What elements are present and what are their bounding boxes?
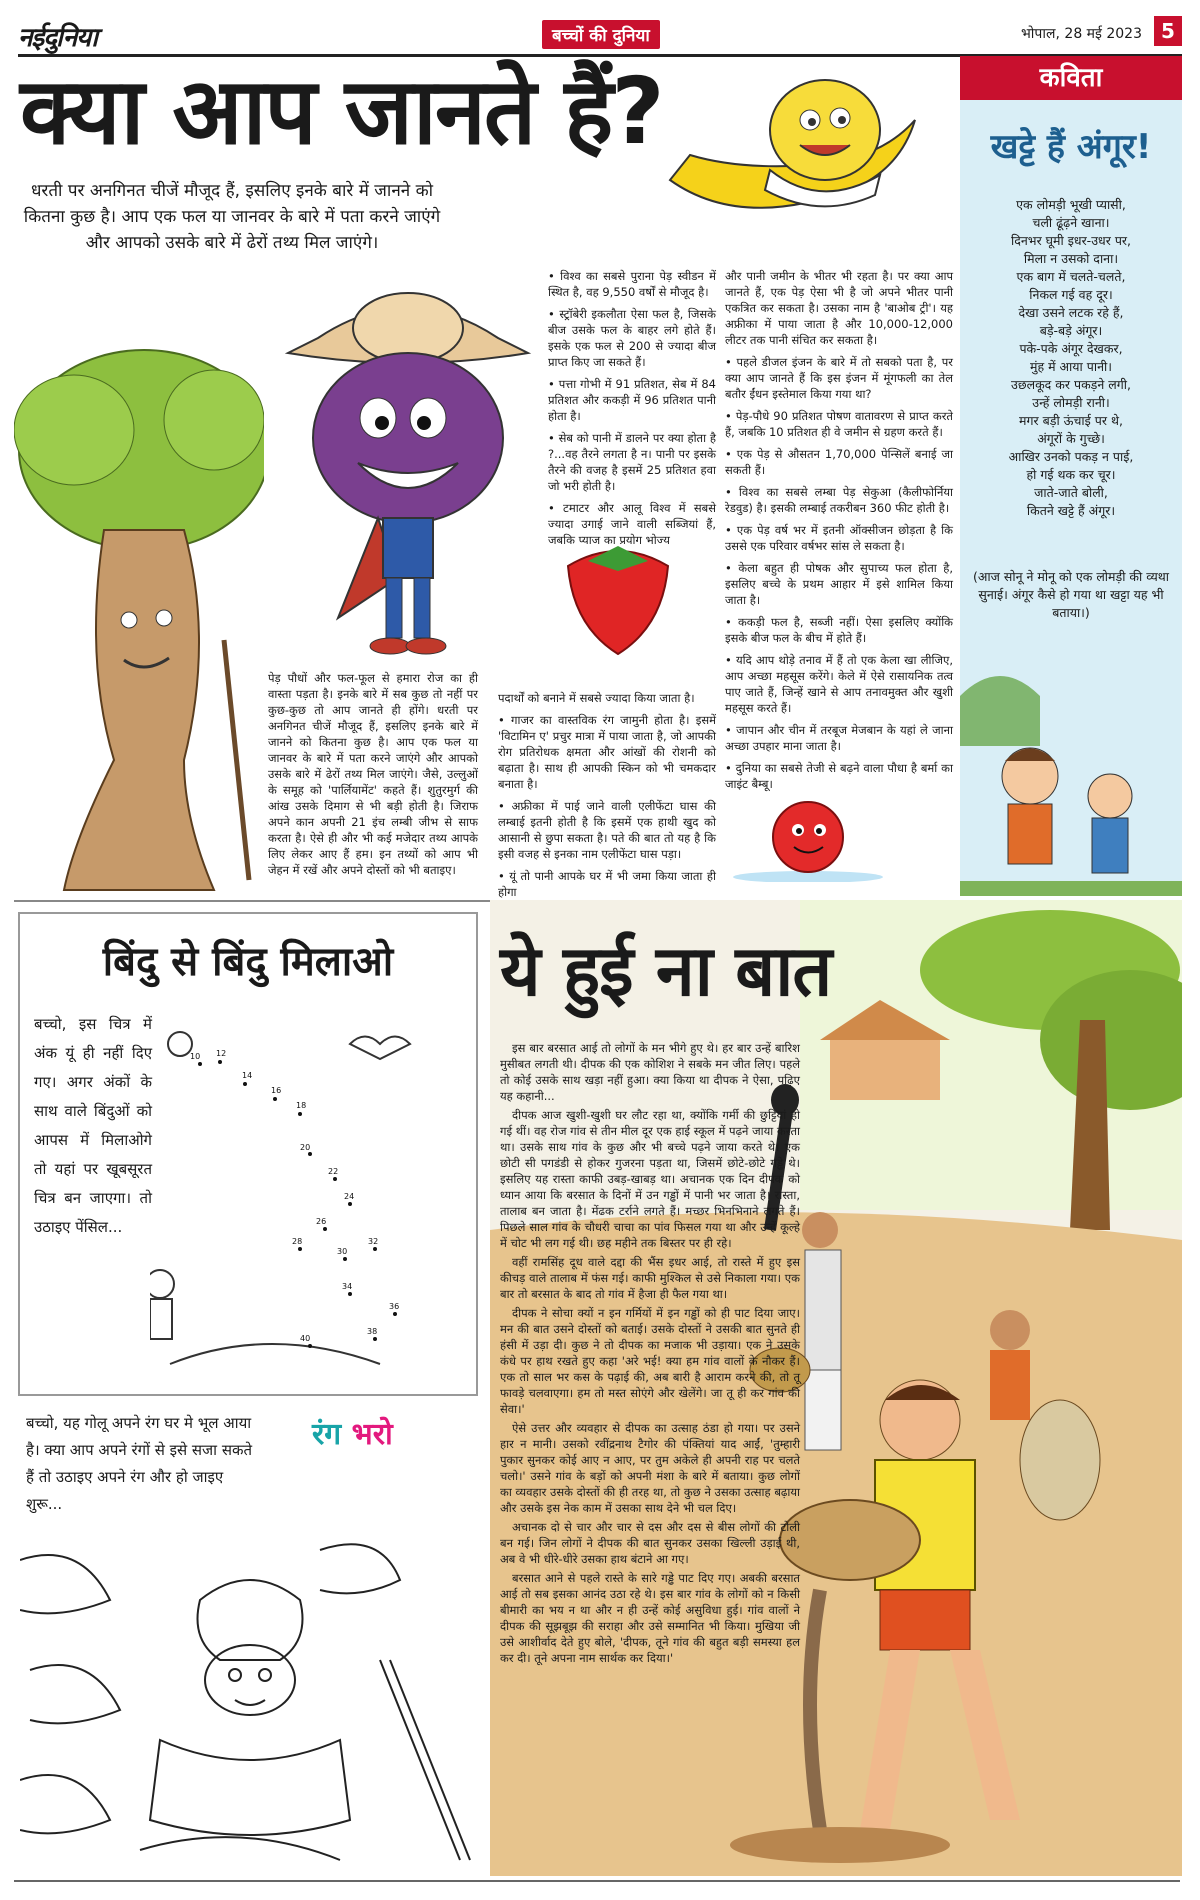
- dot-number: 24: [344, 1192, 355, 1201]
- poem-line: कितने खट्टे हैं अंगूर।: [1026, 503, 1116, 518]
- colouring-instructions: बच्चो, यह गोलू अपने रंग घर मे भूल आया है। क्या आप अपने रंगों से इसे सजा सकते हैं तो उठाइए अपने रंग और हो जाइए शुरू...: [26, 1414, 253, 1513]
- dot-number: 10: [190, 1052, 201, 1061]
- poem-box: [960, 56, 1182, 896]
- poem-line: दिनभर घूमी इधर-उधर पर,: [1010, 233, 1132, 248]
- tree-cartoon-image: [14, 340, 264, 900]
- dot-number: 28: [292, 1237, 303, 1246]
- dot-puzzle-image: [150, 1004, 470, 1388]
- poem-line: उन्हें लोमड़ी रानी।: [1032, 395, 1110, 410]
- fact-item: पदार्थों को बनाने में सबसे ज्यादा किया जाता है।: [498, 691, 695, 705]
- dot-number: 38: [367, 1327, 378, 1336]
- story-paragraph: इस बार बरसात आई तो लोगों के मन भीगे हुए थे। हर बार उन्हें बारिश मुसीबत लगती थी। दीपक की एक कोशिश ने सबके मन जीत लिए। पहले तो कोई उसके साथ खड़ा नहीं हुआ। क्या किया था दीपक ने ऐसा, पढ़िए यह कहानी...: [500, 1041, 800, 1103]
- fact-item: • दुनिया का सबसे तेजी से बढ़ने वाला पौधा है बर्मा का जाइंट बैम्बू।: [725, 761, 953, 791]
- page-number: 5: [1154, 16, 1182, 46]
- masthead: [18, 14, 1182, 57]
- colouring-title-part: रंग: [312, 1417, 342, 1452]
- onion-cartoon-image: [278, 278, 538, 668]
- fact-item: • टमाटर और आलू विश्व में सबसे ज्यादा उगाई जाने वाली सब्जियां हैं, जबकि प्याज का प्रयोग भोज्य: [548, 501, 716, 547]
- fact-item: • अफ्रीका में पाई जाने वाली एलीफेंटा घास की लम्बाई इतनी होती है कि इसमें एक हाथी खुद को आसानी से छुपा सकता है। पते की बात तो यह है कि इसी वजह से इनका नाम एलीफेंटा घास पड़ा।: [498, 799, 716, 861]
- fact-item: • स्ट्रॉबेरी इकलौता ऐसा फल है, जिसके बीज उसके फल के बाहर लगे होते हैं। इसके एक फल से 200 से ज्यादा बीज प्राप्त किए जा सकते हैं।: [548, 307, 716, 369]
- fact-item: • एक पेड़ से औसतन 1,70,000 पेन्सिलें बनाई जा सकती हैं।: [725, 447, 953, 477]
- dot-puzzle-box: [18, 912, 478, 1396]
- trivia-headline: क्या आप जानते हैं?: [20, 58, 663, 165]
- fact-item: • पहले डीजल इंजन के बारे में तो सबको पता है, पर क्या आप जानते हैं कि इस इंजन में मूंगफली का तेल बतौर ईंधन इस्तेमाल किया गया था?: [725, 355, 953, 401]
- poem-line: बड़े-बड़े अंगूर।: [1039, 323, 1103, 338]
- fact-item: • पेड़-पौधे 90 प्रतिशत पोषण वातावरण से प्राप्त करते हैं, जबकि 10 प्रतिशत ही वे जमीन से ग्रहण करते हैं।: [725, 409, 953, 439]
- fact-item: • यूं तो पानी आपके घर में भी जमा किया जाता ही होगा: [498, 869, 716, 899]
- dot-number: 14: [242, 1071, 253, 1080]
- fact-item: • ककड़ी फल है, सब्जी नहीं। ऐसा इसलिए क्योंकि इसके बीज फल के बीच में होते हैं।: [725, 615, 953, 645]
- tomato-cartoon-image: [728, 792, 888, 882]
- strawberry-image: [548, 536, 688, 656]
- dot-number: 40: [300, 1334, 311, 1343]
- poem-line: चली ढूंढ़ने खाना।: [1032, 215, 1110, 230]
- kids-cartoon-image: [960, 656, 1182, 896]
- poem-title: खट्टे हैं अंगूर!: [990, 127, 1152, 167]
- fact-item: और पानी जमीन के भीतर भी रहता है। पर क्या आप जानते हैं, एक पेड़ ऐसा भी है जो अपने भीतर पानी एकत्रित कर सकता है। उसका नाम है 'बाओब ट्री'। यह अफ्रीका में पाया जाता है और 10,000-12,000 लीटर तक पानी संचित कर सकता है।: [725, 269, 953, 347]
- facts-column-3: [498, 690, 716, 906]
- poem-section-tag: कविता: [960, 56, 1182, 100]
- poem-line: देखा उसने लटक रहे हैं,: [1018, 305, 1124, 320]
- dot-number: 32: [368, 1237, 379, 1246]
- story-paragraph: बरसात आने से पहले रास्ते के सारे गड्ढे पाट दिए गए। अबकी बरसात आई तो सब इसका आनंद उठा रहे थे। इस बार गांव के लोगों को न किसी बीमारी का भय न था और न ही उन्हें कोई असुविधा हुई। गांव वालों ने दीपक की सूझबूझ की सराहा और उसे सम्मानित भी किया। मुखिया जी उसे आशीर्वाद देते हुए बोले, 'दीपक, तूने गांव की बहुत बड़ी समस्या हल कर दी। तूने अपना नाम सार्थक कर दिया।': [500, 1571, 800, 1665]
- story-paragraph: दीपक आज खुशी-खुशी घर लौट रहा था, क्योंकि गर्मी की छुट्टियां हो गई थीं। वह रोज गांव से तीन मील दूर एक हाई स्कूल में पढ़ने जाया करता था। उसके साथ गांव के कुछ और भी बच्चे पढ़ने जाया करते थे। एक छोटी सी पगडंडी से होकर गुजरना पड़ता था, जिसमें छोटे-छोटे गड्ढे थे। इसलिए यह रास्ता काफी उबड़-खाबड़ था। अचानक एक दिन दीपक को ध्यान आया कि बरसात के दिनों में उन गड्ढों में पानी भर जाता है। रास्ता, तालाब बन जाता है। मेंढक टर्राने लगते हैं। मच्छर भिनभिनाने लगते हैं। पिछले साल गांव के चौधरी चाचा का पांव फिसल गया था और उन्हें कूल्हे में चोट भी लग गई थी। छह महीने तक बिस्तर पर ही रहे।: [500, 1108, 800, 1250]
- poem-body: [970, 196, 1172, 520]
- fact-item: • विश्व का सबसे लम्बा पेड़ सेकुआ (कैलीफोर्निया रेडवुड) है। इसकी लम्बाई तकरीबन 360 फीट होती है।: [725, 485, 953, 515]
- fact-item: • एक पेड़ वर्ष भर में इतनी ऑक्सीजन छोड़ता है कि उससे एक परिवार वर्षभर सांस ले सकता है।: [725, 523, 953, 553]
- dot-number: 26: [316, 1217, 327, 1226]
- dot-number: 30: [337, 1247, 348, 1256]
- dateline: भोपाल, 28 मई 2023: [1020, 26, 1142, 42]
- dot-number: 18: [296, 1101, 307, 1110]
- dot-puzzle-title: बिंदु से बिंदु मिलाओ: [102, 939, 394, 985]
- dot-number: 22: [328, 1167, 339, 1176]
- poem-line: मिला न उसको दाना।: [1023, 251, 1119, 266]
- story-paragraph: ऐसे उत्तर और व्यवहार से दीपक का उत्साह ठंडा हो गया। पर उसने हार न मानी। उसको रवींद्रनाथ टैगोर की पंक्तियां याद आईं, 'तुम्हारी पुकार सुनकर कोई आए न आए, पर तुम अकेले ही अपनी राह पर चलते चलो।' उसने गांव के बड़ों को अपनी मंशा के बारे में बताया। कुछ लोगों का व्यवहार उसके दोस्तों की ही तरह था, तो कुछ ने उसका उत्साह बढ़ाया और उसके इस नेक काम में उसका साथ देने भी चल दिए।: [500, 1421, 800, 1515]
- story-paragraph: अचानक दो से चार और चार से दस और दस से बीस लोगों की टोली बन गई। जिन लोगों ने दीपक की बात सुनकर उसका खिल्ली उड़ाई थी, अब वे भी धीरे-धीरे उसका हाथ बंटाने आ गए।: [500, 1520, 800, 1566]
- poem-line: मगर बड़ी ऊंचाई पर थे,: [1019, 413, 1123, 428]
- fact-item: • यदि आप थोड़े तनाव में हैं तो एक केला खा लीजिए, आप अच्छा महसूस करेंगे। केले में ऐसे रासायनिक तत्व पाए जाते हैं, जिन्हें खाने से आप तनावमुक्त और खुशी महसूस करते हैं।: [725, 653, 953, 715]
- facts-column-2: [725, 268, 953, 798]
- section-tag: बच्चों की दुनिया: [542, 20, 660, 49]
- dot-number: 20: [300, 1143, 311, 1152]
- banana-cartoon-image: [650, 60, 930, 220]
- colouring-title-part: भरो: [351, 1417, 393, 1452]
- poem-line: आखिर उनको पकड़ न पाई,: [1008, 449, 1134, 464]
- facts-column-1: [548, 268, 716, 554]
- dot-number: 16: [271, 1086, 282, 1095]
- fact-item: • सेब को पानी में डालने पर क्या होता है ?...वह तैरने लगता है न। पानी पर इसके तैरने की वजह है इसमें 25 प्रतिशत हवा जो भरी होती है।: [548, 431, 716, 493]
- poem-note: (आज सोनू ने मोनू को एक लोमड़ी की व्यथा सुनाई। अंगूर कैसे हो गया था खट्टा यह भी बताया।): [973, 569, 1169, 620]
- poem-line: एक बाग में चलते-चलते,: [1016, 269, 1126, 284]
- colouring-outline-image: [20, 1520, 476, 1872]
- newspaper-logo: नईदुनिया: [18, 23, 97, 53]
- tree-facts-paragraph: पेड़ पौधों और फल-फूल से हमारा रोज का ही वास्ता पड़ता है। इनके बारे में सब कुछ तो नहीं पर कुछ-कुछ तो आप जानते ही होंगे। धरती पर अनगिनत चीजें मौजूद हैं, इसलिए इनके बारे में जानने को कितना कुछ है। आप एक फल या जानवर के बारे में पता करने जाएंगे और आपको उसके बारे में ढेरों तथ्य मिल जाएंगे। जैसे, उल्लुओं के समूह को 'पार्लियामेंट' कहते हैं। शुतुरमुर्ग की आंख उसके दिमाग से भी बड़ी होती है। जिराफ अपने कान अपनी 21 इंच लम्बी जीभ से साफ करता है। ऐसे ही और भी कई मजेदार तथ्य आपके लिए लेकर आए हैं हम। इन तथ्यों को आप भी जेहन में रखें और अपने दोस्तों को भी बताइए।: [268, 671, 478, 877]
- dot-number: 34: [342, 1282, 353, 1291]
- trivia-intro: धरती पर अनगिनत चीजें मौजूद हैं, इसलिए इनके बारे में जानने को कितना कुछ है। आप एक फल या जानवर के बारे में पता करने जाएंगे और आपको उसके बारे में ढेरों तथ्य मिल जाएंगे।: [23, 181, 441, 253]
- fact-item: • विश्व का सबसे पुराना पेड़ स्वीडन में स्थित है, वह 9,550 वर्षों से मौजूद है।: [548, 269, 716, 299]
- story-paragraph: दीपक ने सोचा क्यों न इन गर्मियों में इन गड्ढों को ही पाट दिया जाए। मन की बात उसने दोस्तों को बताई। उसके दोस्तों ने उसकी बात सुनते ही हंसी में उड़ा दी। कुछ ने तो दीपक का मजाक भी उड़ाया। एक ने उसके कंधे पर हाथ रखते हुए कहा 'अरे भई! क्या हम गांव वालों के नौकर हैं। एक तो साल भर कस के पढ़ाई की, अब बारी है आराम करने की, तो तू फावड़े चलवाएगा। हम तो मस्त सोएंगे और खेलेंगे। जा तू ही कर गांव की सेवा।': [500, 1306, 800, 1416]
- story-paragraph: वहीं रामसिंह दूध वाले दद्दा की भैंस इधर आई, तो रास्ते में हुए इस कीचड़ वाले तालाब में फंस गई। काफी मुश्किल से उसे निकाला गया। एक बार तो बरसात के बाद तो गांव में हैजा ही फैल गया था।: [500, 1255, 800, 1301]
- poem-line: हो गई थक कर चूर।: [1026, 467, 1116, 482]
- poem-line: एक लोमड़ी भूखी प्यासी,: [1016, 197, 1126, 212]
- poem-line: जाते-जाते बोली,: [1034, 485, 1108, 500]
- colouring-title: [312, 1412, 393, 1453]
- story-body: [500, 1040, 800, 1669]
- page-bottom-rule: [14, 1880, 1180, 1882]
- poem-line: उछलकूद कर पकड़ने लगी,: [1010, 377, 1131, 392]
- fact-item: • पत्ता गोभी में 91 प्रतिशत, सेब में 84 प्रतिशत और ककड़ी में 96 प्रतिशत पानी होता है।: [548, 377, 716, 423]
- fact-item: • जापान और चीन में तरबूज मेजबान के यहां ले जाना अच्छा उपहार माना जाता है।: [725, 723, 953, 753]
- fact-item: • गाजर का वास्तविक रंग जामुनी होता है। इसमें 'विटामिन ए' प्रचुर मात्रा में पाया जाता है, जो आपकी रोग प्रतिरोधक क्षमता और आंखों की रोशनी को बढ़ाता है। साथ ही आपकी स्किन को भी चमकदार बनाता है।: [498, 713, 716, 791]
- dot-puzzle-instructions: बच्चो, इस चित्र में अंक यूं ही नहीं दिए गए। अगर अंकों के साथ वाले बिंदुओं को आपस में मिलाओगे तो यहां पर खूबसूरत चित्र बन जाएगा। तो उठाइए पेंसिल...: [34, 1015, 152, 1236]
- dot-number: 12: [216, 1049, 227, 1058]
- poem-line: पके-पके अंगूर देखकर,: [1019, 341, 1123, 356]
- dot-number: 36: [389, 1302, 400, 1311]
- fact-item: • केला बहुत ही पोषक और सुपाच्य फल होता है, इसलिए बच्चे के प्रथम आहार में इसे शामिल किया जाता है।: [725, 561, 953, 607]
- poem-line: अंगूरों के गुच्छे।: [1037, 431, 1105, 446]
- story-title: ये हुई ना बात: [500, 930, 832, 1012]
- poem-line: मुंह में आया पानी।: [1029, 359, 1113, 374]
- poem-line: निकल गई वह दूर।: [1029, 287, 1113, 302]
